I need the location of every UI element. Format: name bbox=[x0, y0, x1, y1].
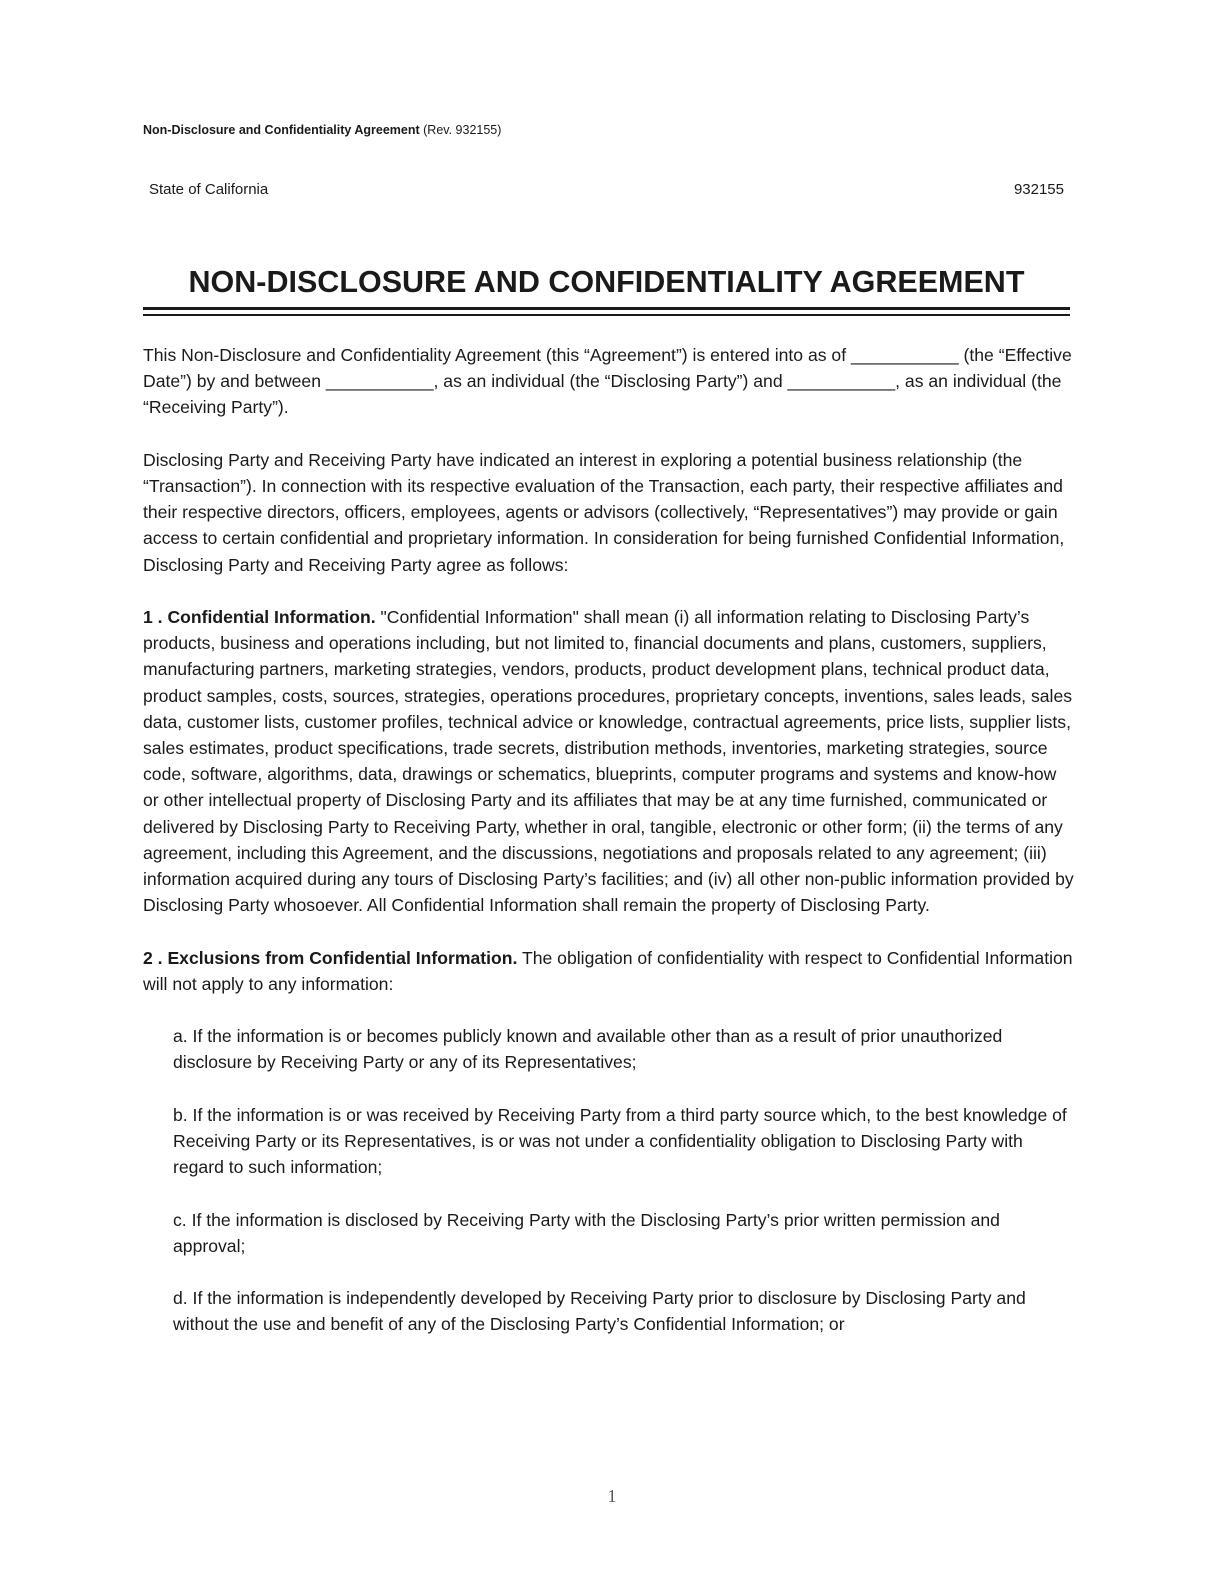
section-2-heading: 2 . Exclusions from Confidential Information. bbox=[143, 947, 518, 968]
header-doc-name: Non-Disclosure and Confidentiality Agreement bbox=[143, 123, 420, 137]
recital-paragraph: Disclosing Party and Receiving Party have indicated an interest in exploring a potential business relationship (the “Transaction”). In connection with its respective evaluation of the Transaction, each party, their respective affiliates and their respective directors, officers, employees, agents or advisors (collectively, “Representatives”) may provide or gain access to certain confidential and proprietary information. In consideration for being furnished Confidential Information, Disclosing Party and Receiving Party agree as follows: bbox=[143, 449, 1065, 575]
section-2 bbox=[143, 945, 1075, 997]
document-title: NON-DISCLOSURE AND CONFIDENTIALITY AGREEMENT bbox=[188, 265, 1025, 299]
section-1-heading: 1 . Confidential Information. bbox=[143, 607, 376, 627]
exclusion-c: c. If the information is disclosed by Receiving Party with the Disclosing Party’s prior written permission and approval; bbox=[173, 1209, 1000, 1256]
exclusion-d: d. If the information is independently developed by Receiving Party prior to disclosure by Disclosing Party and without the use and benefit of any of the Disclosing Party’s Confidential Information; or bbox=[173, 1288, 1026, 1335]
page-number: 1 bbox=[607, 1486, 617, 1506]
section-1-text: "Confidential Information" shall mean (i) all information relating to Disclosing Party’s products, business and operations including, but not limited to, financial documents and plans, customers, suppliers, manufacturing partners, marketing strategies, vendors, products, product development plans, technical product data, product samples, costs, sources, strategies, operations procedures, proprietary concepts, inventions, sales leads, sales data, customer lists, customer profiles, technical advice or knowledge, contractual agreements, price lists, supplier lists, sales estimates, product specifications, trade secrets, distribution methods, inventories, marketing strategies, source code, software, algorithms, data, drawings or schematics, blueprints, computer programs and systems and know-how or other intellectual property of Disclosing Party and its affiliates that may be at any time furnished, communicated or delivered by Disclosing Party to Receiving Party, whether in oral, tangible, electronic or other form; (ii) the terms of any agreement, including this Agreement, and the discussions, negotiations and proposals related to any agreement; (iii) information acquired during any tours of Disclosing Party’s facilities; and (iv) all other non-public information provided by Disclosing Party whosoever. All Confidential Information shall remain the property of Disclosing Party. bbox=[143, 607, 1074, 916]
intro-paragraph: This Non-Disclosure and Confidentiality Agreement (this “Agreement”) is entered into as of ___________ (the “Effective Date”) by and between ___________, as an individual (the “Disclosing Party”) and ___________, as an individual (the “Receiving Party”). bbox=[143, 345, 1072, 418]
document-number: 932155 bbox=[1013, 181, 1064, 198]
section-2-text: The obligation of confidentiality with respect to Confidential Information will not apply to any information: bbox=[143, 947, 1073, 994]
section-1 bbox=[143, 604, 1075, 918]
state-label: State of California bbox=[149, 181, 269, 198]
running-header bbox=[143, 122, 501, 138]
title-double-rule bbox=[143, 307, 1070, 316]
exclusion-a: a. If the information is or becomes publicly known and available other than as a result of prior unauthorized disclosure by Receiving Party or any of its Representatives; bbox=[173, 1026, 1003, 1073]
exclusion-b: b. If the information is or was received by Receiving Party from a third party source which, to the best knowledge of Receiving Party or its Representatives, is or was not under a confidentiality obligation to Disclosing Party with regard to such information; bbox=[173, 1104, 1067, 1178]
header-revision: (Rev. 932155) bbox=[423, 123, 502, 137]
document-body bbox=[143, 342, 1075, 1364]
